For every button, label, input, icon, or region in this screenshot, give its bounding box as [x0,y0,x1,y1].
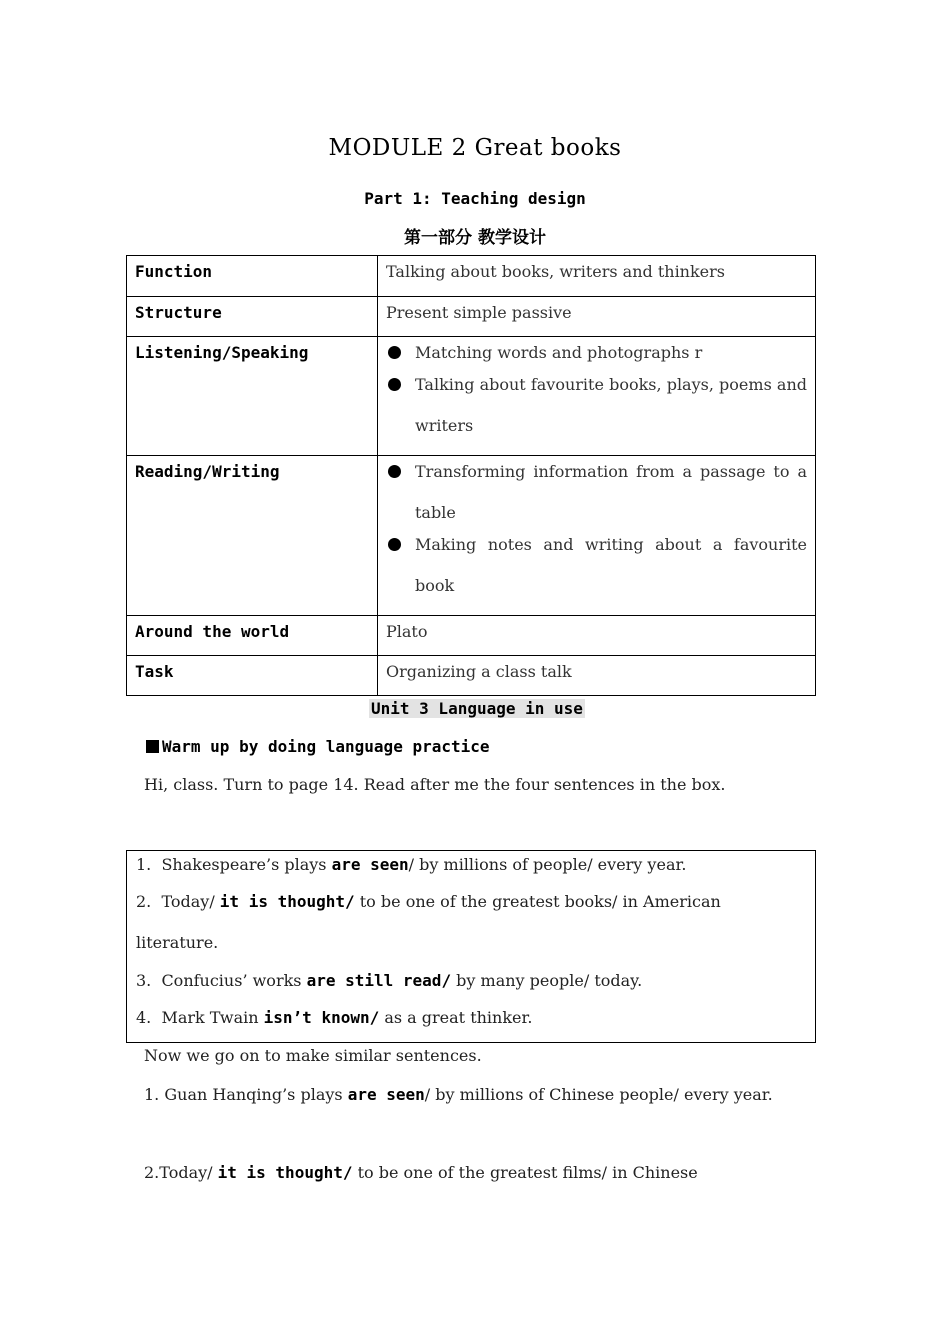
table-row [127,616,816,656]
after-box-text: Now we go on to make similar sentences. [144,1046,482,1065]
sentence-box [126,850,816,1043]
list-item-text: Talking about favourite books, plays, poems and writers [415,375,807,435]
box-sentence-4: 4. Mark Twain isn’t known/ as a great thinker. [136,1008,533,1027]
list-item-text: Making notes and writing about a favourite book [415,535,807,595]
intro-paragraph: Hi, class. Turn to page 14. Read after me the four sentences in the box. [144,775,726,794]
row-value-task: Organizing a class talk [378,656,816,696]
bullet-icon [388,378,401,391]
part-heading-en: Part 1: Teaching design [364,189,586,208]
table-row [127,297,816,337]
bullet-icon [388,538,401,551]
similar-sentence-2: 2.Today/ it is thought/ to be one of the greatest films/ in Chinese [144,1163,698,1182]
list-item [386,364,807,446]
row-label-task: Task [127,656,378,696]
part-heading-cn: 第一部分 教学设计 [404,228,546,248]
table-row [127,256,816,297]
list-item [386,524,807,606]
list-item-text: Matching words and photographs r [415,343,703,362]
similar-sentence-1: 1. Guan Hanqing’s plays are seen/ by millions of Chinese people/ every year. [144,1085,773,1104]
row-label-function: Function [127,256,378,297]
row-label-reading: Reading/Writing [127,456,378,616]
box-sentence-1: 1. Shakespeare’s plays are seen/ by millions of people/ every year. [136,855,687,874]
table-row [127,456,816,616]
list-item-text: Transforming information from a passage to a table [415,462,807,522]
box-sentence-2-cont: literature. [136,933,219,952]
table-row [127,656,816,696]
unit-heading: Unit 3 Language in use [371,699,583,718]
row-value-structure: Present simple passive [378,297,816,337]
warm-up-heading [146,737,490,756]
bullet-icon [388,346,401,359]
table-row [127,337,816,456]
document-title: MODULE 2 Great books [328,135,622,161]
row-value-around: Plato [378,616,816,656]
list-item [386,451,807,533]
teaching-design-table [126,255,816,696]
row-label-structure: Structure [127,297,378,337]
box-sentence-2: 2. Today/ it is thought/ to be one of the greatest books/ in American [136,892,721,911]
row-value-reading [378,456,816,616]
box-sentence-3: 3. Confucius’ works are still read/ by many people/ today. [136,971,643,990]
row-label-around: Around the world [127,616,378,656]
row-value-function: Talking about books, writers and thinkers [378,256,816,297]
bullet-icon [388,465,401,478]
row-label-listening: Listening/Speaking [127,337,378,456]
row-value-listening [378,337,816,456]
warm-up-text: Warm up by doing language practice [162,737,490,756]
square-bullet-icon [146,740,159,753]
